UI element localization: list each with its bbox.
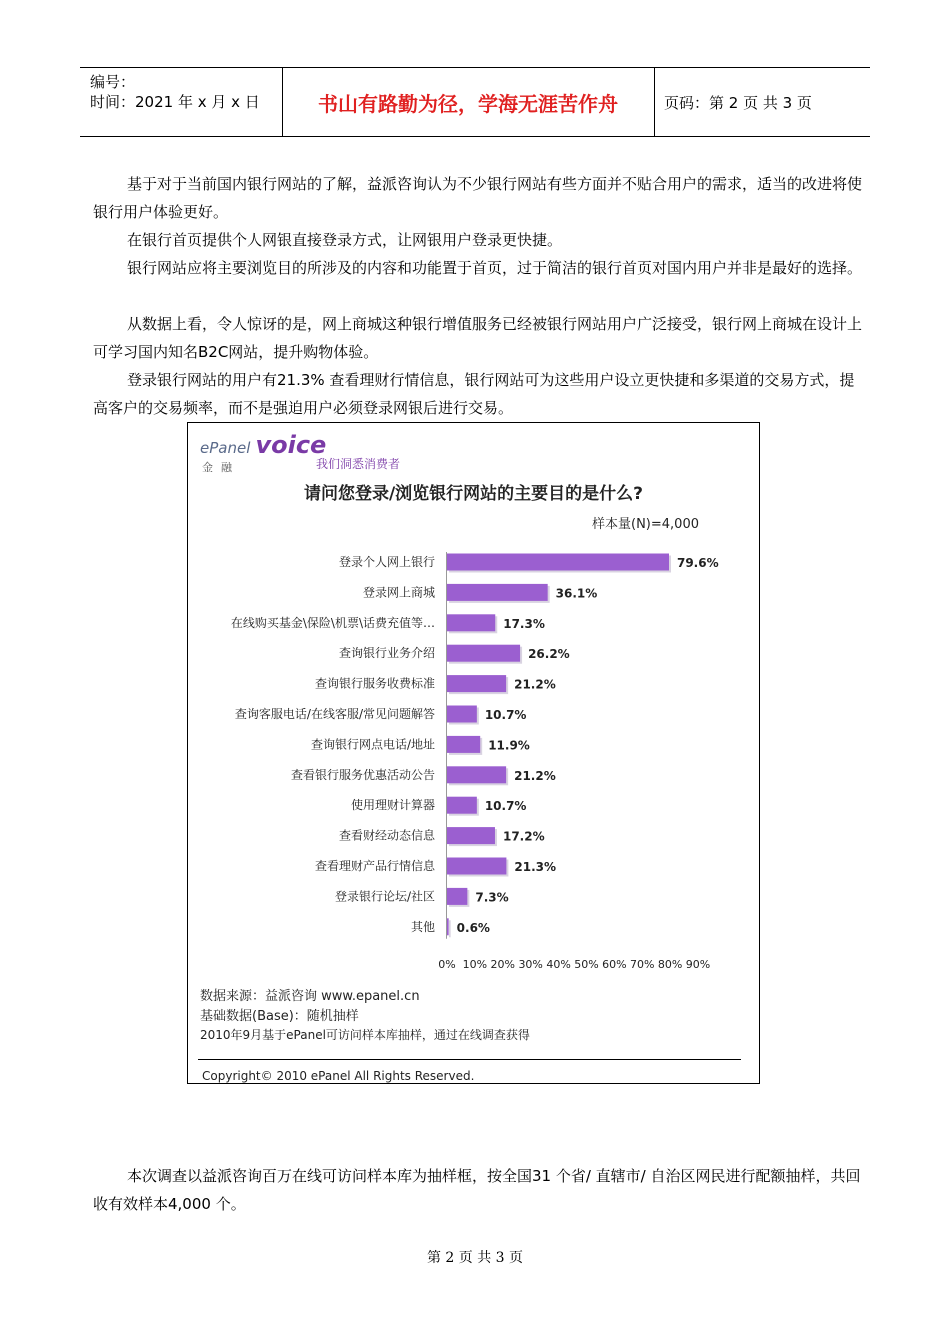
data-label: 26.2% [528, 647, 570, 662]
bar-chart [188, 423, 759, 983]
category-label: 在线购买基金\保险\机票\话费充值等… [230, 615, 435, 630]
data-base: 基础数据(Base)：随机抽样 [200, 1009, 359, 1024]
time-label: 时间：2021 年 x 月 x 日 [90, 93, 260, 111]
paragraph: 基于对于当前国内银行网站的了解，益派咨询认为不少银行网站有些方面并不贴合用户的需求，适当的改进将使银行用户体验更好。 [93, 175, 863, 221]
category-label: 查看财经动态信息 [338, 828, 435, 843]
category-label: 登录个人网上银行 [338, 555, 435, 569]
data-source: 数据来源：益派咨询 www.epanel.cn [200, 989, 420, 1004]
paragraph: 在银行首页提供个人网银直接登录方式，让网银用户登录更快捷。 [127, 231, 563, 249]
category-label: 查看理财产品行情信息 [314, 859, 435, 873]
logo-epanel: ePanel [200, 439, 251, 457]
bar [447, 645, 520, 662]
sample-size: 样本量(N)=4,000 [592, 517, 699, 532]
category-label: 查询客服电话/在线客服/常见问题解答 [234, 707, 435, 721]
data-label: 21.3% [514, 860, 557, 874]
chart-title: 请问您登录/浏览银行网站的主要目的是什么? [303, 484, 644, 504]
data-method: 2010年9月基于ePanel可访问样本库抽样，通过在线调查获得 [200, 1028, 530, 1042]
divider [198, 1059, 741, 1060]
bar [447, 675, 506, 692]
page-footer: 第 2 页 共 3 页 [426, 1250, 524, 1266]
paragraph: 银行网站应将主要浏览目的所涉及的内容和功能置于首页，过于简洁的银行首页对国内用户并非是最好的选择。 [127, 259, 863, 277]
data-label: 21.2% [514, 677, 556, 692]
data-label: 79.6% [676, 556, 719, 570]
x-tick-label: 70% [629, 958, 655, 971]
paragraph: 从数据上看，令人惊讶的是，网上商城这种银行增值服务已经被银行网站用户广泛接受，银行网上商城在设计上可学习国内知名B2C网站，提升购物体验。 [93, 315, 863, 361]
x-tick-label: 80% [657, 958, 683, 971]
category-label: 查询银行业务介绍 [338, 646, 435, 661]
category-label: 登录银行论坛/社区 [334, 889, 435, 904]
data-label: 10.7% [484, 708, 527, 722]
category-label: 使用理财计算器 [350, 798, 435, 813]
category-label: 查询银行网点电话/地址 [310, 737, 435, 752]
data-label: 21.2% [514, 768, 556, 783]
bar [447, 766, 506, 783]
x-tick-label: 90% [685, 958, 711, 971]
bar [447, 888, 467, 905]
header-motto: 书山有路勤为径，学海无涯苦作舟 [318, 91, 618, 116]
bar [447, 858, 506, 875]
header-info [90, 72, 280, 112]
x-tick-label: 0% [438, 958, 456, 971]
paragraph: 本次调查以益派咨询百万在线可访问样本库为抽样框，按全国31 个省/ 直辖市/ 自治区网民进行配额抽样，共回收有效样本4,000 个。 [93, 1167, 861, 1213]
bar [447, 797, 477, 814]
bar [447, 614, 495, 631]
data-label: 7.3% [475, 890, 509, 905]
data-label: 10.7% [484, 799, 527, 814]
category-label: 查看银行服务优惠活动公告 [290, 767, 435, 782]
header-divider [654, 68, 655, 136]
bar-shadow [449, 920, 451, 937]
bar [447, 918, 449, 935]
category-label: 登录网上商城 [362, 585, 435, 600]
page-header [80, 67, 870, 137]
number-label: 编号： [90, 73, 136, 91]
bar [447, 584, 548, 601]
data-label: 17.2% [502, 829, 545, 844]
data-label: 36.1% [555, 586, 598, 601]
bar [447, 736, 480, 753]
copyright: Copyright© 2010 ePanel All Rights Reserved. [202, 1069, 475, 1083]
data-label: 17.3% [503, 616, 545, 631]
bar [447, 706, 477, 723]
x-tick-label: 50% [574, 958, 599, 971]
category-label: 查询银行服务收费标准 [314, 676, 435, 691]
data-label: 11.9% [488, 738, 530, 753]
x-tick-label: 20% [490, 958, 516, 971]
header-page-label: 页码：第 2 页 共 3 页 [664, 93, 812, 112]
logo-sub: 金融 [202, 461, 240, 474]
bar [447, 827, 495, 844]
x-tick-label: 10% [462, 958, 488, 971]
x-tick-label: 60% [602, 958, 627, 971]
data-label: 0.6% [456, 920, 490, 935]
paragraph: 登录银行网站的用户有21.3% 查看理财行情信息，银行网站可为这些用户设立更快捷和多渠道的交易方式，提高客户的交易频率，而不是强迫用户必须登录网银后进行交易。 [93, 371, 855, 417]
bar [447, 554, 669, 571]
x-tick-label: 40% [546, 958, 571, 971]
logo-voice: voice [255, 431, 327, 459]
category-label: 其他 [410, 919, 435, 934]
chart-figure [187, 422, 760, 1084]
x-tick-label: 30% [518, 958, 543, 971]
logo-tagline: 我们洞悉消费者 [316, 457, 401, 471]
